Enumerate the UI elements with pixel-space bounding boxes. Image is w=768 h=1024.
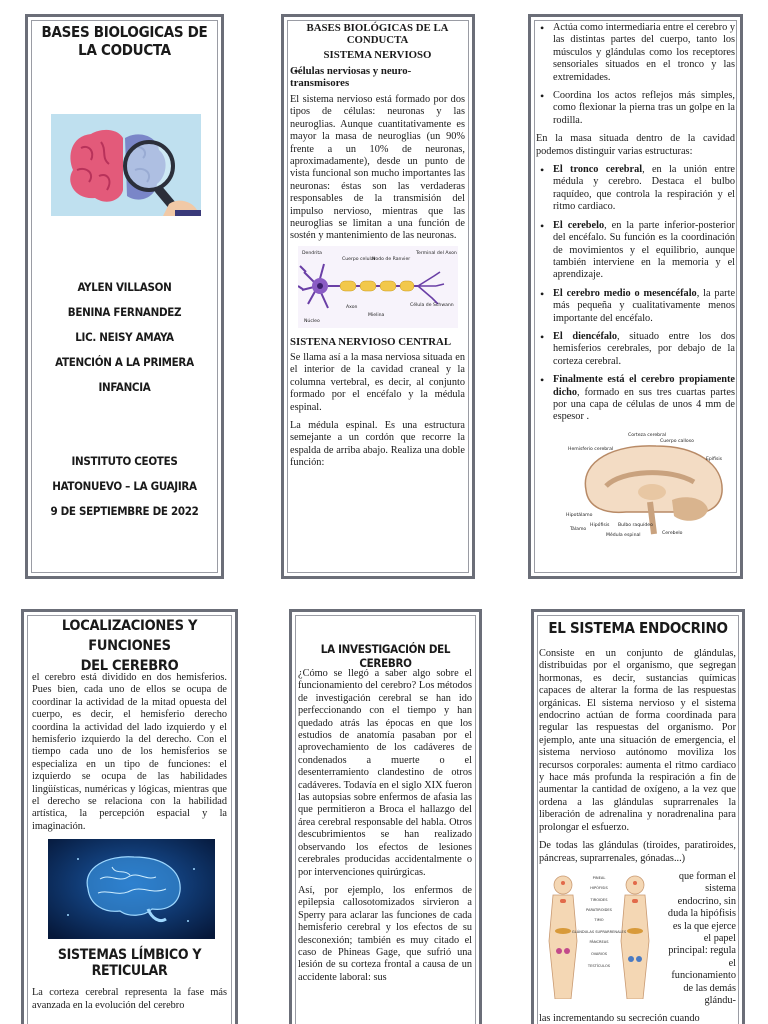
structure-item [536, 374, 735, 424]
label-dendrita: Dendrita [301, 250, 322, 256]
label-hemisferio: Hemisferio cerebral [568, 446, 614, 452]
label-hipotalamo: Hipotálamo [566, 512, 593, 518]
bullet-item: • Coordina los actos reflejos más simples, como flexionar la pierna tras un golpe en la rodilla. [536, 90, 735, 127]
label-nucleo: Núcleo [303, 318, 320, 324]
structure-item [536, 288, 735, 325]
body-text: Se llama así a la masa nerviosa situada en el interior de la cavidad craneal y la columna vertebral, es decir, al conjunto formado por el encéfalo y la médula espinal. [290, 351, 465, 413]
bullet-heading: • Células nerviosas y neuro-transmisores [290, 65, 465, 89]
panel-title-line: LOCALIZACIONES Y FUNCIONES [61, 618, 198, 654]
panel-title: BASES BIOLÓGICAS DE LA CONDUCTA [306, 22, 449, 46]
label-epifisis: Epífisis [706, 456, 723, 462]
label-suprarrenales: GLÁNDULAS SUPRARRENALES [571, 929, 627, 934]
section-title: SISTEMAS LÍMBICO Y RETICULAR [57, 947, 202, 980]
label-schwann: Célula de Schwann [409, 302, 454, 308]
structure-name: El tronco cerebral [553, 164, 643, 176]
brain-functions-panel [21, 609, 238, 1024]
author-name: BENINA FERNANDEZ [67, 305, 182, 319]
structure-item [536, 331, 735, 368]
panel-title-line: DEL CEREBRO [80, 658, 179, 674]
label-ovarios: OVARIOS [590, 951, 608, 956]
body-text: el cerebro está dividido en dos hemisferios. Pues bien, cada uno de ellos se ocupa de coordinar la actividad de la mitad opuesta del cuerpo, es decir, el hemisferio derecho coordina la actividad del lado izquierdo y el hemisferio izquierdo la del derecho. Con el tiempo cada uno de los hemisferios se especializa en un tipo de funciones: el izquierdo se ocupa de las habilidades lingüísticas, numéricas y lógicas, mientras que el derecho se relaciona con la habilidad artística, la percepción espacial y la imaginación. [32, 672, 227, 832]
structure-desc: , en la parte inferior-posterior del encéfalo. Su función es la coordinación de movimientos y el equilibrio, aunque también interviene en la memoria y el aprendizaje. [553, 219, 735, 281]
bullet-item: • Actúa como intermediaria entre el cerebro y las distintas partes del cuerpo, tanto los músculos y glándulas como los receptores sensoriales situados en el tronco y las extremidades. [536, 22, 735, 84]
nervous-system-panel [281, 14, 475, 579]
label-tiroides: TIROIDES [590, 897, 608, 902]
panel-content [536, 22, 735, 538]
body-text: Así, por ejemplo, los enfermos de epilepsia callosotomizados sirvieron a Sperry para aclarar las funciones de cada hemisferio cerebral y los efectos de su desconexión; también es muy citado el caso de Phineas Gage, que sufrió una lesión de su corteza frontal a causa de un accidente laboral: sus [298, 884, 472, 983]
structure-desc: , situado entre los dos hemisferios cerebrales, por debajo de la corteza cerebral. [553, 330, 735, 367]
program-name: ATENCIÓN A LA PRIMERA INFANCIA [55, 355, 194, 394]
brain-magnifier-illustration [51, 114, 201, 216]
institution-block [32, 449, 217, 524]
label-cerebelo: Cerebelo [662, 530, 683, 536]
label-terminal: Terminal del Axon [415, 250, 457, 256]
label-pineal: PINEAL [592, 875, 606, 880]
panel-title: EL SISTEMA ENDOCRINO [548, 619, 728, 637]
structure-name: El cerebelo [553, 219, 605, 231]
author-name: AYLEN VILLASON [77, 280, 172, 294]
institution-name: INSTITUTO CEOTES [71, 454, 178, 468]
panel-title [30, 616, 229, 676]
body-text: las incrementando su secreción cuando [539, 1013, 700, 1024]
label-testiculos: TESTÍCULOS [587, 963, 611, 968]
label-nodo: Nodo de Ranvier [371, 256, 410, 262]
label-pancreas: PÁNCREAS [589, 939, 609, 944]
label-cuerpo: Cuerpo celular [341, 256, 376, 262]
body-text: La corteza cerebral representa la fase más avanzada en la evolución del cerebro [32, 987, 227, 1011]
endocrine-system-panel [531, 609, 745, 1024]
endocrine-glands-diagram [541, 871, 659, 999]
endocrine-figure-wrap [539, 871, 736, 1024]
label-timo: TIMO [594, 917, 604, 922]
label-hipofisis: HIPÓFISIS [590, 885, 608, 890]
structure-item [536, 164, 735, 214]
structure-desc: , formado en sus tres cuartas partes por una capa de células de unos 4 mm de espesor . [553, 386, 735, 423]
body-text-block [290, 352, 465, 470]
label-mielina: Mielina [367, 312, 384, 318]
structure-desc: , la parte más pequeña y cualitativamente menos importante del encéfalo. [553, 287, 736, 324]
panel-content [539, 648, 736, 1024]
structure-name: El cerebro medio o mesencéfalo [553, 287, 697, 299]
intro-text: En la masa situada dentro de la cavidad podemos distinguir varias estructuras: [536, 133, 735, 157]
label-calloso: Cuerpo calloso [660, 438, 694, 444]
institution-location: HATONUEVO – LA GUAJIRA [52, 479, 197, 493]
structure-name: El diencéfalo [553, 330, 618, 342]
brain-sagittal-diagram [566, 430, 731, 538]
body-text: De todas las glándulas (tiroides, paratiroides, páncreas, suprarrenales, gónadas...) [539, 840, 736, 864]
panel-content [290, 22, 465, 476]
body-text: El sistema nervioso está formado por dos tipos de células: neuronas y las neuroglias. Aunque cuantitativamente es mayor la masa de neuroglias (un 90% frente a un 10% de neuronas, aproximadamente), desde un punto de vista funcional son mucho importantes las neuronas: éstas son las verdaderas responsables de la transmisión del impulso nervioso, mientras que las neuroglias se limitan a una función de sostén y mantenimiento de las neuronas. [290, 94, 465, 242]
label-medula: Médula espinal [606, 532, 641, 538]
panel-title: LA INVESTIGACIÓN DEL CEREBRO [320, 642, 451, 670]
panel-content [298, 668, 472, 990]
label-bulbo: Bulbo raquídeo [618, 522, 653, 528]
authors-block [32, 275, 217, 400]
label-corteza: Corteza cerebral [628, 432, 667, 438]
neuron-diagram [298, 246, 458, 328]
section-title: SISTEMA NERVIOSO [323, 49, 432, 61]
label-axon: Axon [345, 304, 357, 310]
date: 9 DE SEPTIEMBRE DE 2022 [50, 504, 199, 518]
structure-item [536, 220, 735, 282]
cover-title: BASES BIOLOGICAS DE LA CODUCTA [41, 23, 208, 59]
body-text: que forman el sistema endocrino, sin duda la hipófisis es la que ejerce el papel principal: regula el funcionamiento de las demás glándu- [667, 870, 736, 1006]
glowing-brain-image [48, 839, 215, 939]
brain-research-panel [289, 609, 482, 1024]
structure-desc: , en la unión entre médula y cerebro. Destaca el bulbo raquídeo, que controla la respiración y el ritmo cardiaco. [553, 164, 735, 213]
teacher-name: LIC. NEISY AMAYA [75, 330, 174, 344]
brain-structures-panel [528, 14, 743, 579]
label-paratiroides: PARATIROIDES [586, 907, 612, 912]
body-text: Consiste en un conjunto de glándulas, distribuidas por el organismo, que segregan hormonas, es decir, sustancias químicas capaces de alterar la forma de las respuestas orgánicas. El sistema nervioso y el sistema endocrino actúan de forma coordinada para regular las respuestas del organismo. Por ejemplo, ante una situación de emergencia, el sistema nervioso autónomo moviliza los recursos corporales: aumenta el ritmo cardiaco y hace más profunda la respiración a fin de aumentar la cantidad de oxígeno, a la vez que ordena a las glándulas suprarrenales la liberación de adrenalina y noradrenalina para prolongar el esfuerzo. [539, 648, 736, 833]
body-text: ¿Cómo se llegó a saber algo sobre el funcionamiento del cerebro? Los métodos de investigación cerebral se han ido perfeccionando con el tiempo y han quedado atrás las épocas en que los estudios de anatomía pasaban por el aprovechamiento de los cadáveres de condenados a muerte o el desenterramiento clandestino de otros cadáveres. Todavía en el siglo XIX fueron las autopsias sobre enfermos de afasia las que permitieron a Broca el hallazgo del área cerebral responsable del habla. Otros descubrimientos se han realizado observando los efectos de lesiones cerebrales producidas accidentalmente o por intervenciones quirúrgicas. [298, 668, 472, 878]
label-hipofisis: Hipófisis [590, 522, 610, 528]
structure-name: Finalmente está el cerebro propiamente dicho [553, 374, 735, 398]
cover-panel [25, 14, 224, 579]
body-text: La médula espinal. Es una estructura semejante a un cordón que recorre la espalda de arriba abajo. Realiza una doble función: [290, 419, 465, 469]
label-talamo: Tálamo [570, 526, 587, 532]
section-heading: SISTENA NERVIOSO CENTRAL [290, 335, 452, 348]
panel-content [32, 672, 227, 1012]
